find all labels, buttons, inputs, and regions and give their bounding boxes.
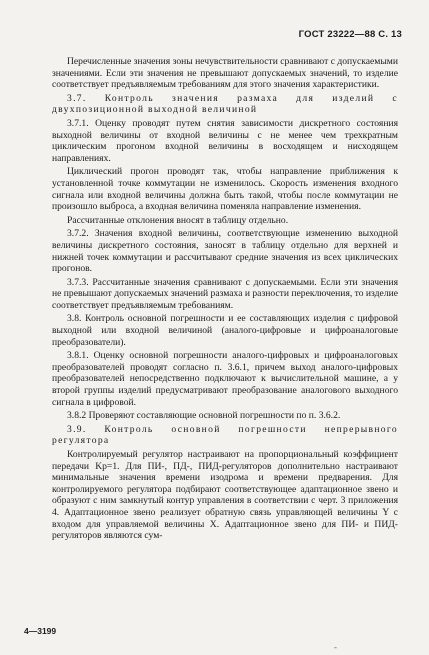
paragraph-3-8-1: 3.8.1. Оценку основной погрешности аналого-цифровых и цифроаналоговых преобразователей проводят согласно п. 3.6.1, причем выход аналого-цифровых преобразователей непосредственно подключают к вычислительной машине, а у второй группы изделий предусматривают преобразование аналогового выходного сигнала в цифровой. bbox=[52, 350, 398, 408]
paragraph-3-7-3: 3.7.3. Рассчитанные значения сравнивают с допускаемыми. Если эти значения не превышают допускаемых значений размаха и разности переключения, то изделие соответствует предъявляемым требованиям. bbox=[52, 276, 398, 311]
page-footer-signature: 4—3199 bbox=[24, 626, 57, 636]
paragraph-3-7-2: 3.7.2. Значения входной величины, соответствующие изменению выходной величины дискретного состояния, заносят в таблицу отдельно для верхней и нижней точек коммутации и рассчитывают средние значения из всех циклических прогонов. bbox=[52, 228, 398, 275]
paragraph-regulator: Контролируемый регулятор настраивают на пропорциональный коэффициент передачи Kр=1. Для ПИ-, ПД-, ПИД-регуляторов дополнительно настраивают минимальные значения времени изодрома и времени предварения. Для контролируемого регулятора подбирают соответствующее адаптационное звено и образуют с ним замкнутый контур управления в соответствии с черт. 3 приложения 4. Адаптационное звено реализует обратную связь управляющей величины Y с входом для управляемой величины X. Адаптационное звено для ПИ- и ПИД-регуляторов являются сум- bbox=[52, 449, 398, 542]
paragraph-cyclic-run: Циклический прогон проводят так, чтобы направление приближения к установленной точке коммутации не изменилось. Скорость изменения входного сигнала или входной величины должна быть такой, чтобы после коммутации не произошло выброса, а входная величина поменяла направление изменения. bbox=[52, 166, 398, 213]
section-heading-3-9: 3.9. Контроль основной погрешности непрерывного регулятора bbox=[52, 423, 398, 447]
paragraph-deviations: Рассчитанные отклонения вносят в таблицу отдельно. bbox=[67, 214, 289, 226]
paragraph-3-8-2: 3.8.2 Проверяют составляющие основной погрешности по п. 3.6.2. bbox=[67, 410, 341, 422]
document-body bbox=[52, 56, 398, 544]
section-heading-3-8: 3.8. Контроль основной погрешности и ее составляющих изделия с цифровой выходной или входной величиной (аналого-цифровые и цифроаналоговые преобразователи). bbox=[52, 313, 398, 348]
paragraph-intro: Перечисленные значения зоны нечувствительности сравнивают с допускаемыми значениями. Если эти значения не превышают допускаемых значений, то изделие соответствует предъявляемым требованиям для этого значения характеристики. bbox=[52, 56, 398, 91]
section-heading-3-7: 3.7. Контроль значения размаха для изделий с двухпозиционной выходной величиной bbox=[52, 92, 398, 116]
page-header: ГОСТ 23222—88 С. 13 bbox=[298, 29, 402, 40]
footer-mark: - bbox=[334, 642, 337, 652]
paragraph-3-7-1: 3.7.1. Оценку проводят путем снятия зависимости дискретного состояния выходной величины от входной величины с не менее чем трехкратным циклическим прогоном входной величины в восходящем и нисходящем направлениях. bbox=[52, 117, 398, 164]
